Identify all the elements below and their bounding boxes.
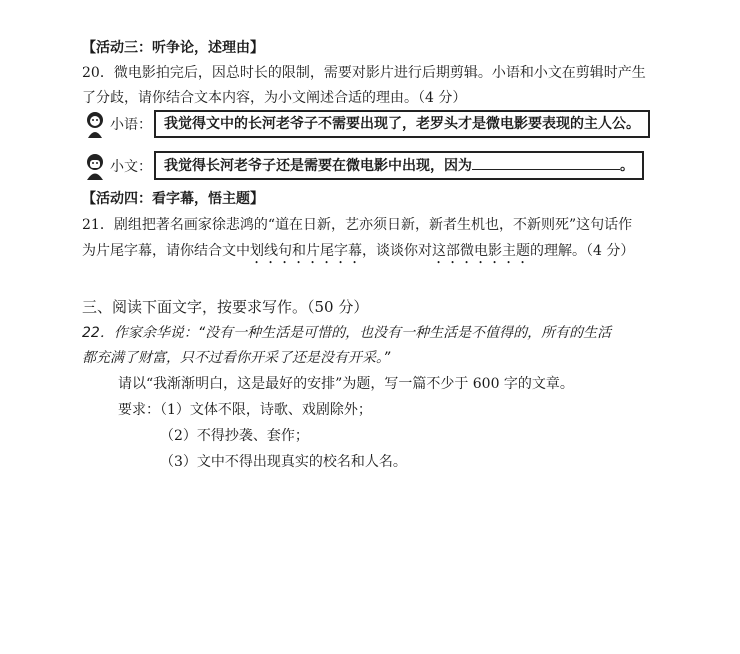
requirement-3: （3）文中不得出现真实的校名和人名。 bbox=[160, 454, 407, 470]
speaker-name-xiaowen: 小文： bbox=[110, 158, 152, 175]
speech-text-xiaowen-end: 。 bbox=[620, 158, 634, 174]
q21-stem-line2 bbox=[82, 241, 634, 267]
q21-stem-line1: 21．剧组把著名画家徐悲鸿的“道在日新，艺亦须日新，新者生机也，不新则死”这句话作 bbox=[82, 217, 633, 233]
speech-box-xiaowen bbox=[154, 151, 644, 180]
requirements-label: 要求： bbox=[118, 402, 160, 418]
speaker-row-xiaoyu bbox=[84, 110, 650, 138]
requirement-1: （1）文体不限，诗歌、戏剧除外； bbox=[160, 402, 372, 418]
q22-writing-prompt: 请以“我渐渐明白，这是最好的安排”为题，写一篇不少于 600 字的文章。 bbox=[118, 376, 574, 392]
speaker-name-xiaoyu: 小语： bbox=[110, 117, 152, 133]
q22-quote-line1: 22．作家余华说：“没有一种生活是可惜的，也没有一种生活是不值得的，所有的生活 bbox=[82, 325, 612, 341]
speaker-row-xiaowen bbox=[84, 151, 644, 180]
q21-line2-part-c: 的理解。（4 分） bbox=[530, 243, 635, 259]
speech-text-xiaowen: 我觉得长河老爷子还是需要在微电影中出现，因为 bbox=[164, 158, 472, 174]
q21-emphasis-1: 划线句和片尾字幕 bbox=[250, 243, 362, 259]
requirement-2: （2）不得抄袭、套作； bbox=[160, 428, 309, 444]
q22-quote-line2: 都充满了财富，只不过看你开采了还是没有开采。” bbox=[82, 350, 391, 366]
q21-emphasis-2: 这部微电影主题 bbox=[432, 243, 530, 259]
answer-blank[interactable] bbox=[472, 155, 620, 170]
girl-avatar-icon bbox=[84, 110, 106, 138]
q20-stem-line1: 20．微电影拍完后，因总时长的限制，需要对影片进行后期剪辑。小语和小文在剪辑时产生 bbox=[82, 65, 646, 81]
speech-box-xiaoyu bbox=[154, 110, 650, 138]
speech-text-xiaoyu: 我觉得文中的长河老爷子不需要出现了，老罗头才是微电影要表现的主人公。 bbox=[164, 116, 640, 132]
q22-requirements-line1 bbox=[118, 400, 372, 420]
q21-line2-part-a: 为片尾字幕，请你结合文中 bbox=[82, 243, 250, 259]
q21-line2-part-b: ，谈谈你对 bbox=[362, 243, 432, 259]
section3-heading: 三、阅读下面文字，按要求写作。（50 分） bbox=[82, 298, 369, 316]
q20-stem-line2: 了分歧，请你结合文本内容，为小文阐述合适的理由。（4 分） bbox=[82, 90, 467, 106]
boy-avatar-icon bbox=[84, 152, 106, 180]
activity4-heading: 【活动四：看字幕，悟主题】 bbox=[82, 191, 264, 207]
activity3-heading: 【活动三：听争论，述理由】 bbox=[82, 40, 264, 56]
